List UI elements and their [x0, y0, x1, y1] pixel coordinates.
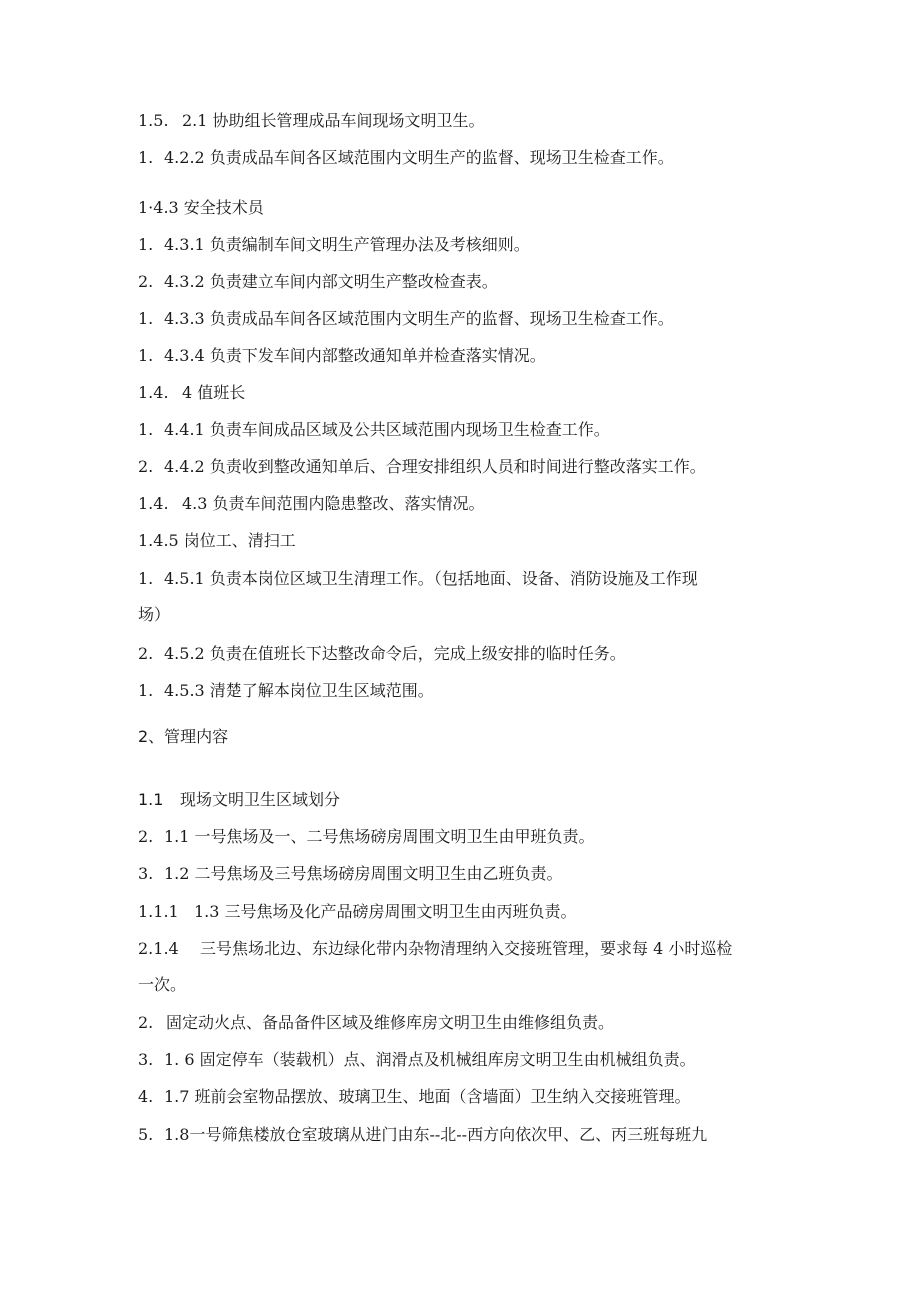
line-number: 1. — [138, 235, 154, 254]
text-line — [138, 643, 818, 665]
text-line — [138, 938, 818, 960]
line-text: 1.3 三号焦场及化产品磅房周围文明卫生由丙班负责。 — [194, 902, 577, 921]
line-number: 1. — [138, 148, 154, 167]
line-number: 1.4. — [138, 494, 169, 513]
text-line — [138, 1124, 818, 1146]
text-line — [138, 456, 818, 478]
text-line — [138, 901, 818, 923]
line-text: 三号焦场北边、东边绿化带内杂物清理纳入交接班管理，要求每 4 小时巡检 — [200, 939, 733, 958]
text-line-continuation — [138, 604, 818, 626]
line-number: 2. — [138, 1013, 154, 1032]
text-line — [138, 110, 818, 132]
line-text: 2、管理内容 — [138, 727, 229, 746]
line-number: 1.5. — [138, 111, 169, 130]
line-text: 4 值班长 — [182, 383, 246, 402]
line-number: 1.1 — [138, 790, 164, 809]
line-text: 2.1 协助组长管理成品车间现场文明卫生。 — [182, 111, 485, 130]
text-line-continuation — [138, 974, 818, 996]
line-number: 1.1.1 — [138, 902, 179, 921]
line-number: 1. — [138, 346, 154, 365]
line-text: 4.3.2 负责建立车间内部文明生产整改检查表。 — [164, 272, 498, 291]
text-line — [138, 680, 818, 702]
line-number: 2.1.4 — [138, 939, 179, 958]
text-line — [138, 1049, 818, 1071]
line-number: 1. — [138, 569, 154, 588]
text-line — [138, 345, 818, 367]
line-text: 1·4.3 安全技术员 — [138, 198, 264, 217]
line-number: 3. — [138, 1050, 154, 1069]
line-number: 2. — [138, 644, 154, 663]
line-text: 1. 6 固定停车（装载机）点、润滑点及机械组库房文明卫生由机械组负责。 — [164, 1050, 696, 1069]
line-text: 4.3.4 负责下发车间内部整改通知单并检查落实情况。 — [164, 346, 546, 365]
text-line — [138, 419, 818, 441]
line-number: 1.4. — [138, 383, 169, 402]
text-line — [138, 308, 818, 330]
line-number: 2. — [138, 272, 154, 291]
line-text: 1.4.5 岗位工、清扫工 — [138, 531, 296, 550]
line-number: 4. — [138, 1087, 154, 1106]
text-line — [138, 1012, 818, 1034]
line-number: 5. — [138, 1125, 154, 1144]
line-text: 1.2 二号焦场及三号焦场磅房周围文明卫生由乙班负责。 — [164, 864, 563, 883]
text-line — [138, 1086, 818, 1108]
section-heading — [138, 530, 818, 552]
line-text: 一次。 — [138, 975, 187, 994]
text-line — [138, 147, 818, 169]
text-line — [138, 493, 818, 515]
section-heading — [138, 789, 818, 811]
line-text: 现场文明卫生区域划分 — [180, 790, 341, 809]
line-text: 4.5.2 负责在值班长下达整改命令后，完成上级安排的临时任务。 — [164, 644, 626, 663]
line-number: 1. — [138, 681, 154, 700]
line-text: 4.3.3 负责成品车间各区域范围内文明生产的监督、现场卫生检查工作。 — [164, 309, 674, 328]
line-number: 1. — [138, 309, 154, 328]
line-text: 4.5.3 清楚了解本岗位卫生区域范围。 — [164, 681, 434, 700]
line-text: 4.4.2 负责收到整改通知单后、合理安排组织人员和时间进行整改落实工作。 — [164, 457, 706, 476]
text-line — [138, 826, 818, 848]
line-number: 2. — [138, 457, 154, 476]
text-line — [138, 234, 818, 256]
text-line — [138, 863, 818, 885]
line-text: 1.1 一号焦场及一、二号焦场磅房周围文明卫生由甲班负责。 — [164, 827, 595, 846]
line-text: 1.7 班前会室物品摆放、玻璃卫生、地面（含墙面）卫生纳入交接班管理。 — [164, 1087, 691, 1106]
line-text: 4.4.1 负责车间成品区域及公共区域范围内现场卫生检查工作。 — [164, 420, 610, 439]
line-text: 4.3.1 负责编制车间文明生产管理办法及考核细则。 — [164, 235, 530, 254]
section-heading — [138, 382, 818, 404]
line-text: 4.2.2 负责成品车间各区域范围内文明生产的监督、现场卫生检查工作。 — [164, 148, 674, 167]
text-line — [138, 568, 818, 590]
text-line — [138, 271, 818, 293]
line-text: 4.5.1 负责本岗位区域卫生清理工作。（包括地面、设备、消防设施及工作现 — [164, 569, 698, 588]
chapter-heading — [138, 726, 818, 748]
section-heading — [138, 197, 818, 219]
line-text: 固定动火点、备品备件区域及维修库房文明卫生由维修组负责。 — [166, 1013, 615, 1032]
line-number: 2. — [138, 827, 154, 846]
line-text: 4.3 负责车间范围内隐患整改、落实情况。 — [182, 494, 485, 513]
line-text: 场） — [138, 605, 171, 624]
line-number: 1. — [138, 420, 154, 439]
line-text: 1.8一号筛焦楼放仓室玻璃从进门由东--北--西方向依次甲、乙、丙三班每班九 — [164, 1125, 708, 1144]
line-number: 3. — [138, 864, 154, 883]
